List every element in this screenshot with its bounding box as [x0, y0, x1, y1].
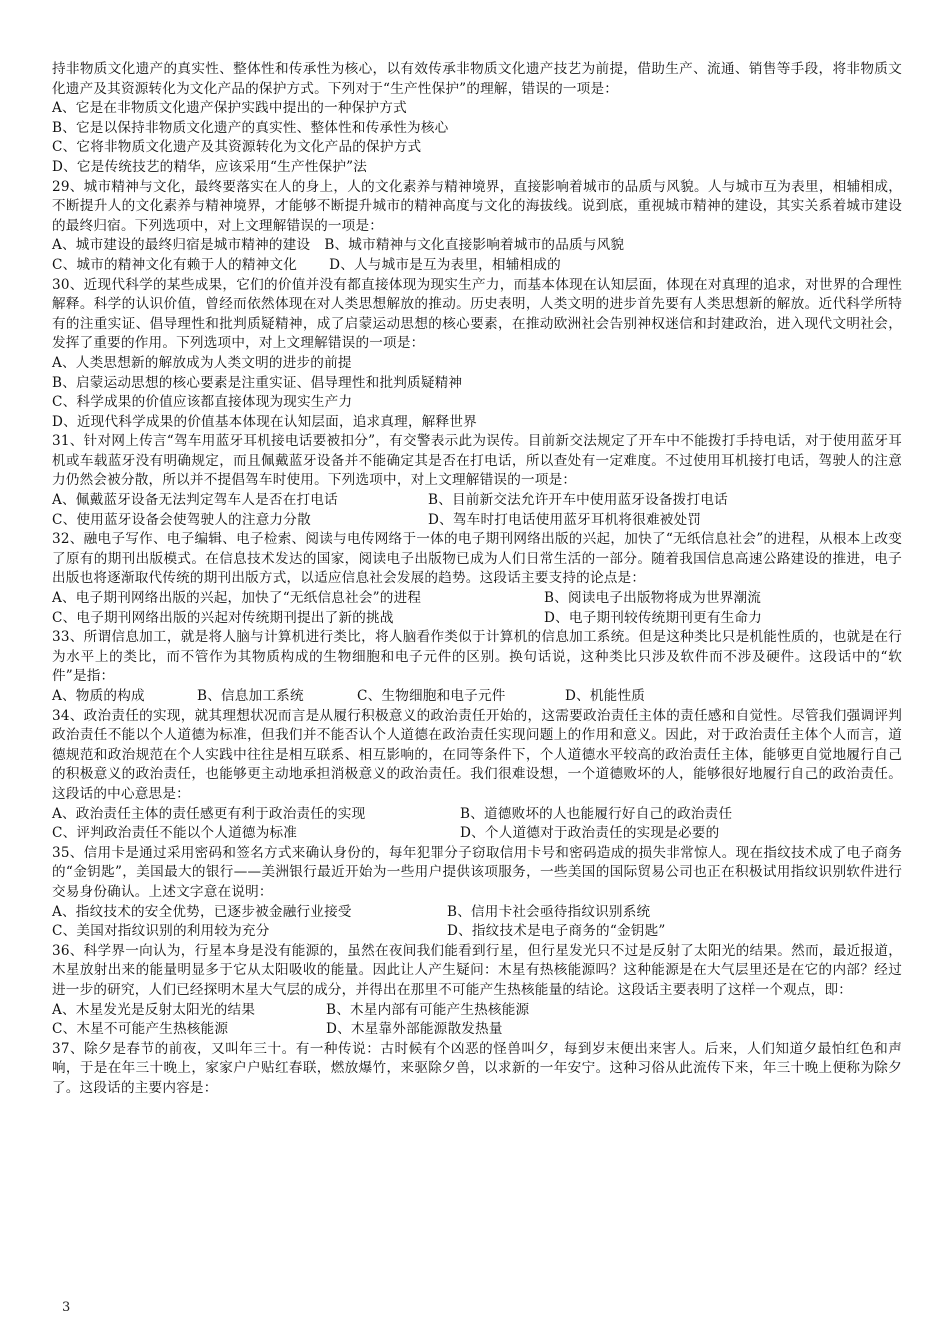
question-29-option-d: D、人与城市是互为表里，相辅相成的 [329, 256, 561, 273]
question-34-option-d: D、个人道德对于政治责任的实现是必要的 [460, 825, 720, 842]
question-31-options-row-2 [52, 511, 902, 531]
intro-paragraph: 持非物质文化遗产的真实性、整体性和传承性为核心，以有效传承非物质文化遗产技艺为前提，借助生产、流通、销售等手段，将非物质文化遗产及其资源转化为文化产品的保护方式。下列对于“生产性保护”的理解，错误的一项是： [52, 61, 902, 97]
question-33-text: 33、所谓信息加工，就是将人脑与计算机进行类比，将人脑看作类似于计算机的信息加工系统。但是这种类比只是机能性质的，也就是在行为水平上的类比，而不管作为其物质构成的生物细胞和电子元件的区别。换句话说，这种类比只涉及软件而不涉及硬件。这段话中的“软件”是指： [52, 629, 902, 685]
question-31-text: 31、针对网上传言“驾车用蓝牙耳机接电话要被扣分”，有交警表示此为误传。目前新交法规定了开车中不能拨打手持电话，对于使用蓝牙耳机或车载蓝牙没有明确规定，而且佩戴蓝牙设备并不能确定其是否在打电话，所以查处有一定难度。不过使用耳机接打电话，驾驶人的注意力仍然会被分散，所以并不提倡驾车时使用。下列选项中，对上文理解错误的一项是： [52, 433, 902, 489]
question-33-option-d: D、机能性质 [565, 688, 646, 704]
question-35-text: 35、信用卡是通过采用密码和签名方式来确认身份的，每年犯罪分子窃取信用卡号和密码造成的损失非常惊人。现在指纹技术成了电子商务的“金钥匙”，美国最大的银行——美洲银行最近开始为一些用户提供该项服务，一些美国的国际贸易公司也正在积极试用指纹识别软件进行交易身份确认。上述文字意在说明： [52, 844, 902, 900]
question-29-option-c: C、城市的精神文化有赖于人的精神文化 [52, 256, 298, 273]
question-36-option-b: B、木星内部有可能产生热核能源 [326, 1001, 530, 1018]
question-33-option-b: B、信息加工系统 [197, 688, 304, 704]
question-36-option-d: D、木星靠外部能源散发热量 [326, 1021, 503, 1038]
question-30-text: 30、近现代科学的某些成果，它们的价值并没有都直接体现为现实生产力，而基本体现在认知层面，体现在对真理的追求，对世界的合理性解释。科学的认识价值，曾经而依然体现在对人类思想解放的推动。历史表明，人类文明的进步首先要有人类思想新的解放。近代科学所特有的注重实证、倡导理性和批判质疑精神，成了启蒙运动思想的核心要素，在推动欧洲社会告别神权迷信和封建政治，进入现代文明社会，发挥了重要的作用。下列选项中，对上文理解错误的一项是： [52, 276, 902, 352]
question-33-options-row [52, 687, 902, 707]
question-34-option-b: B、道德败坏的人也能履行好自己的政治责任 [460, 805, 733, 822]
question-34-option-a: A、政治责任主体的责任感更有利于政治责任的实现 [52, 805, 366, 822]
page-number: 3 [62, 1300, 71, 1315]
question-32-options-row-2 [52, 609, 902, 629]
intro-option-a: A、它是在非物质文化遗产保护实践中提出的一种保护方式 [52, 100, 407, 117]
intro-options [52, 99, 902, 177]
question-34-options-row-1 [52, 805, 902, 825]
question-30-option-d: D、近现代科学成果的价值基本体现在认知层面，追求真理，解释世界 [52, 413, 477, 430]
question-35-option-b: B、信用卡社会亟待指纹识别系统 [447, 903, 651, 920]
question-33-option-c: C、生物细胞和电子元件 [357, 688, 506, 704]
question-31-option-c: C、使用蓝牙设备会使驾驶人的注意力分散 [52, 511, 311, 528]
intro-option-c: C、它将非物质文化遗产及其资源转化为文化产品的保护方式 [52, 139, 422, 156]
question-34-text: 34、政治责任的实现，就其理想状况而言是从履行积极意义的政治责任开始的，这需要政治责任主体的责任感和自觉性。尽管我们强调评判政治责任不能以个人道德为标准，但我们并不能否认个人道德在政治责任实现问题上的作用和意义。因此，对于政治责任主体个人而言，道德规范和政治规范在个人实践中往往是相互联系、相互影响的，在同等条件下，个人道德水平较高的政治责任主体，能够更自觉地履行自己的积极意义的政治责任，也能够更主动地承担消极意义的政治责任。我们很难设想，一个道德败坏的人，能够很好地履行自己的政治责任。这段话的中心意思是： [52, 707, 902, 802]
question-36-options-row-2 [52, 1020, 902, 1040]
question-31-options-row-1 [52, 491, 902, 511]
question-31-option-d: D、驾车时打电话使用蓝牙耳机将很难被处罚 [428, 511, 702, 528]
question-32-text: 32、融电子写作、电子编辑、电子检索、阅读与电传网络于一体的电子期刊网络出版的兴起，加快了“无纸信息社会”的进程，从根本上改变了原有的期刊出版模式。在信息技术发达的国家，阅读电子出版物已成为人们日常生活的一部分。随着我国信息高速公路建设的推进，电子出版也将逐渐取代传统的期刊出版方式，以适应信息社会发展的趋势。这段话主要支持的论点是： [52, 531, 902, 587]
question-34-options-row-2 [52, 824, 902, 844]
question-31-option-b: B、目前新交法允许开车中使用蓝牙设备拨打电话 [428, 492, 728, 509]
question-32-option-b: B、阅读电子出版物将成为世界潮流 [544, 590, 762, 607]
question-34-option-c: C、评判政治责任不能以个人道德为标准 [52, 825, 298, 842]
question-36-option-c: C、木星不可能产生热核能源 [52, 1021, 229, 1038]
question-35-option-a: A、指纹技术的安全优势，已逐步被金融行业接受 [52, 903, 352, 920]
question-30-option-b: B、启蒙运动思想的核心要素是注重实证、倡导理性和批判质疑精神 [52, 374, 463, 391]
question-30-option-a: A、人类思想新的解放成为人类文明的进步的前提 [52, 354, 352, 371]
question-29-options-row-2 [52, 256, 902, 276]
question-32-option-a: A、电子期刊网络出版的兴起，加快了“无纸信息社会”的进程 [52, 590, 422, 607]
intro-option-b: B、它是以保持非物质文化遗产的真实性、整体性和传承性为核心 [52, 119, 449, 136]
question-36-option-a: A、木星发光是反射太阳光的结果 [52, 1001, 256, 1018]
question-35-option-c: C、美国对指纹识别的利用较为充分 [52, 923, 270, 940]
question-30-option-c: C、科学成果的价值应该都直接体现为现实生产力 [52, 394, 353, 411]
question-33-option-a: A、物质的构成 [52, 688, 145, 704]
question-29-text: 29、城市精神与文化，最终要落实在人的身上，人的文化素养与精神境界，直接影响着城市的品质与风貌。人与城市互为表里，相辅相成，不断提升人的文化素养与精神境界，才能够不断提升城市的精神高度与文化的海拔线。说到底，重视城市精神的建设，其实关系着城市建设的最终归宿。下列选项中，对上文理解错误的一项是： [52, 178, 902, 234]
question-35-options-row-2 [52, 922, 902, 942]
question-32-options-row-1 [52, 589, 902, 609]
question-37-text: 37、除夕是春节的前夜，又叫年三十。有一种传说：古时候有个凶恶的怪兽叫夕，每到岁末便出来害人。后来，人们知道夕最怕红色和声响，于是在年三十晚上，家家户户贴红春联，燃放爆竹，来驱除夕兽，以求新的一年安宁。这种习俗从此流传下来，年三十晚上便称为除夕了。这段话的主要内容是： [52, 1040, 902, 1096]
question-29-option-a: A、城市建设的最终归宿是城市精神的建设 [52, 237, 311, 254]
question-36-text: 36、科学界一向认为，行星本身是没有能源的，虽然在夜间我们能看到行星，但行星发光只不过是反射了太阳光的结果。然而，最近报道，木星放射出来的能量明显多于它从太阳吸收的能量。因此让人产生疑问：木星有热核能源吗？这种能源是在大气层里还是在它的内部？经过进一步的研究，人们已经探明木星大气层的成分，并得出在那里不可能产生热核能量的结论。这段话主要表明了这样一个观点，即： [52, 942, 902, 998]
question-36-options-row-1 [52, 1001, 902, 1021]
question-32-option-c: C、电子期刊网络出版的兴起对传统期刊提出了新的挑战 [52, 609, 394, 626]
intro-option-d: D、它是传统技艺的精华，应该采用“生产性保护”法 [52, 158, 368, 175]
question-31-option-a: A、佩戴蓝牙设备无法判定驾车人是否在打电话 [52, 492, 338, 509]
question-32-option-d: D、电子期刊较传统期刊更有生命力 [544, 609, 763, 626]
question-29-options-row-1 [52, 236, 902, 256]
question-35-options-row-1 [52, 903, 902, 923]
document-page [52, 60, 902, 1098]
question-29-option-b: B、城市精神与文化直接影响着城市的品质与风貌 [324, 237, 625, 254]
question-35-option-d: D、指纹技术是电子商务的“金钥匙” [447, 923, 666, 940]
